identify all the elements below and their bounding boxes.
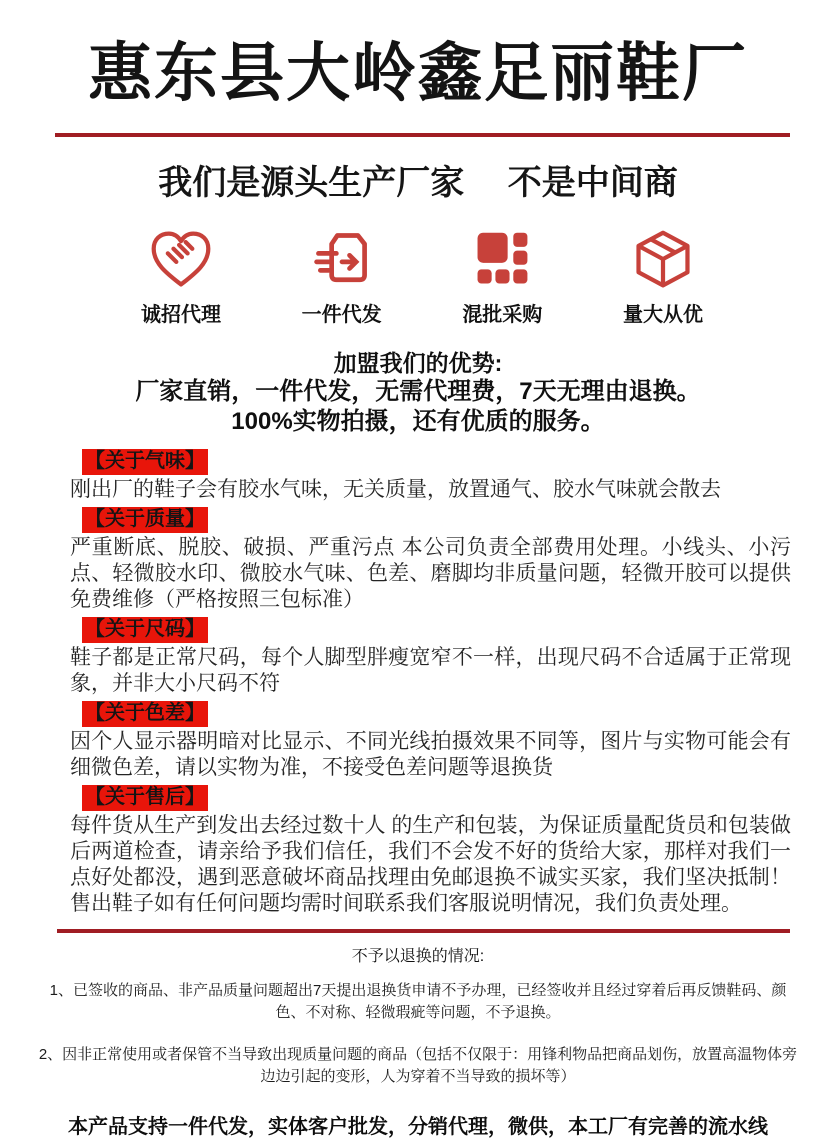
- advantages-line-2: 100%实物拍摄，还有优质的服务。: [231, 408, 605, 436]
- feature-agent-recruit: [126, 228, 236, 327]
- advantages-line-1: 厂家直销，一件代发，无需代理费，7天无理由退换。: [135, 378, 701, 406]
- section-size: [70, 617, 791, 697]
- feature-dropship: [287, 228, 397, 327]
- section-body: 严重断底、脱胶、破损、严重污点 本公司负责全部费用处理。小线头、小污点、轻微胶水印、微胶水气味、色差、磨脚均非质量问题，轻微开胶可以提供免费维修（严格按照三包标准）: [70, 536, 791, 612]
- mixed-batch-grid-icon: [466, 228, 538, 292]
- section-body: 因个人显示器明暗对比显示、不同光线拍摄效果不同等，图片与实物可能会有细微色差，请以实物为准，不接受色差问题等退换货: [70, 730, 791, 780]
- feature-mixed-batch: [447, 228, 557, 327]
- handshake-heart-icon: [145, 228, 217, 292]
- page-title: 惠东县大岭鑫足丽鞋厂: [88, 37, 748, 109]
- advantages-block: [0, 349, 836, 437]
- section-body: 刚出厂的鞋子会有胶水气味，无关质量，放置通气、胶水气味就会散去: [70, 478, 721, 502]
- section-label: 【关于尺码】: [82, 617, 208, 643]
- section-body: 鞋子都是正常尺码，每个人脚型胖瘦宽窄不一样，出现尺码不合适属于正常现象，并非大小尺码不符: [70, 646, 791, 696]
- section-color-difference: [70, 701, 791, 781]
- section-label: 【关于色差】: [82, 701, 208, 727]
- feature-bulk-discount: [608, 228, 718, 327]
- section-label: 【关于质量】: [82, 507, 208, 533]
- advantages-heading: 加盟我们的优势:: [333, 350, 503, 377]
- section-label: 【关于售后】: [82, 785, 208, 811]
- section-label: 【关于气味】: [82, 449, 208, 475]
- section-after-sales: [70, 785, 791, 917]
- section-quality: [70, 507, 791, 613]
- notice-sections: [70, 449, 791, 917]
- subtitle: 我们是源头生产厂家 不是中间商: [158, 164, 678, 203]
- feature-label: 量大从优: [622, 304, 703, 327]
- returns-heading: 不予以退换的情况:: [351, 948, 485, 966]
- section-smell: [70, 449, 791, 503]
- shipping-box-arrow-icon: [306, 228, 378, 292]
- feature-label: 诚招代理: [141, 304, 221, 327]
- feature-label: 一件代发: [301, 304, 382, 327]
- features-row: [126, 228, 718, 327]
- returns-item-2: 2、因非正常使用或者保管不当导致出现质量问题的商品（包括不仅限于：用锋利物品把商品划伤，放置高温物体旁边边引起的变形，人为穿着不当导致的损坏等）: [38, 1046, 798, 1086]
- top-divider: [55, 133, 790, 137]
- returns-item-1: 1、已签收的商品、非产品质量问题超出7天提出退换货申请不予办理，已经签收并且经过穿着后再反馈鞋码、颜色、不对称、轻微瑕疵等问题，不予退换。: [49, 982, 787, 1022]
- bottom-divider: [57, 929, 790, 933]
- section-body: 每件货从生产到发出去经过数十人 的生产和包装，为保证质量配货员和包装做后两道检查，请亲给予我们信任，我们不会发不好的货给大家，那样对我们一点好处都没，遇到恶意破坏商品找理由免邮退换不诚实买家，我们坚决抵制！售出鞋子如有任何问题均需时间联系我们客服说明情况，我们负责处理。: [70, 814, 791, 916]
- feature-label: 混批采购: [462, 304, 543, 327]
- footer-statement: 本产品支持一件代发，实体客户批发，分销代理，微供，本工厂有完善的流水线: [68, 1116, 768, 1139]
- bulk-cube-icon: [627, 228, 699, 292]
